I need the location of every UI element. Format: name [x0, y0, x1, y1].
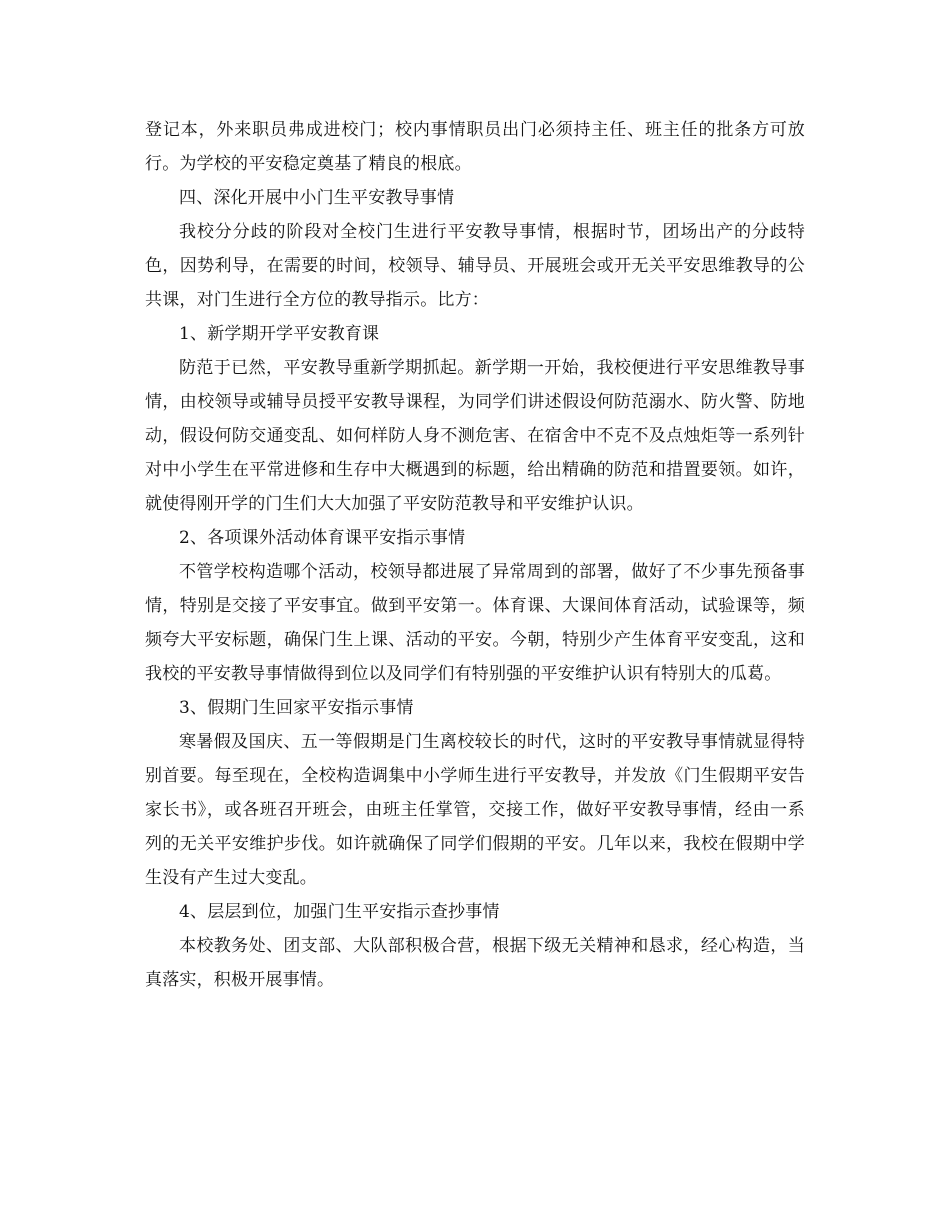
document-body: [145, 113, 805, 997]
subheading-1: 1、新学期开学平安教育课: [179, 324, 380, 344]
paragraph-new-semester: 防范于已然，平安教导重新学期抓起。新学期一开始，我校便进行平安思维教导事情，由校领导或辅导员授平安教导课程，为同学们讲述假设何防范溺水、防火警、防地动，假设何防交通变乱、如何样防人身不测危害、在宿舍中不克不及点烛炬等一系列针对中小学生在平常进修和生存中大概遇到的标题，给出精确的防范和措置要领。如许，就使得刚开学的门生们大大加强了平安防范教导和平安维护认识。: [145, 358, 805, 514]
paragraph-inspection: 本校教务处、团支部、大队部积极合营，根据下级无关精神和恳求，经心构造，当真落实，积极开展事情。: [145, 936, 805, 990]
subheading-3: 3、假期门生回家平安指示事情: [179, 698, 414, 718]
subheading-2: 2、各项课外活动体育课平安指示事情: [179, 528, 466, 548]
paragraph-holidays: 寒暑假及国庆、五一等假期是门生离校较长的时代，这时的平安教导事情就显得特别首要。每至现在，全校构造调集中小学师生进行平安教导，并发放《门生假期平安告家长书》，或各班召开班会，由班主任掌管，交接工作，做好平安教导事情，经由一系列的无关平安维护步伐。如许就确保了同学们假期的平安。几年以来，我校在假期中学生没有产生过大变乱。: [145, 732, 805, 888]
section-heading-4: 四、深化开展中小门生平安教导事情: [179, 188, 455, 208]
paragraph-activities: 不管学校构造哪个活动，校领导都进展了异常周到的部署，做好了不少事先预备事情，特别是交接了平安事宜。做到平安第一。体育课、大课间体育活动，试验课等，频频夸大平安标题，确保门生上课、活动的平安。今朝，特别少产生体育平安变乱，这和我校的平安教导事情做得到位以及同学们有特别强的平安维护认识有特别大的瓜葛。: [145, 562, 805, 684]
paragraph-continuation: 登记本，外来职员弗成进校门；校内事情职员出门必须持主任、班主任的批条方可放行。为学校的平安稳定奠基了精良的根底。: [145, 120, 805, 174]
paragraph-intro: 我校分分歧的阶段对全校门生进行平安教导事情，根据时节，团场出产的分歧特色，因势利导，在需要的时间，校领导、辅导员、开展班会或开无关平安思维教导的公共课，对门生进行全方位的教导指示。比方：: [145, 222, 805, 310]
subheading-4: 4、层层到位，加强门生平安指示查抄事情: [179, 902, 500, 922]
